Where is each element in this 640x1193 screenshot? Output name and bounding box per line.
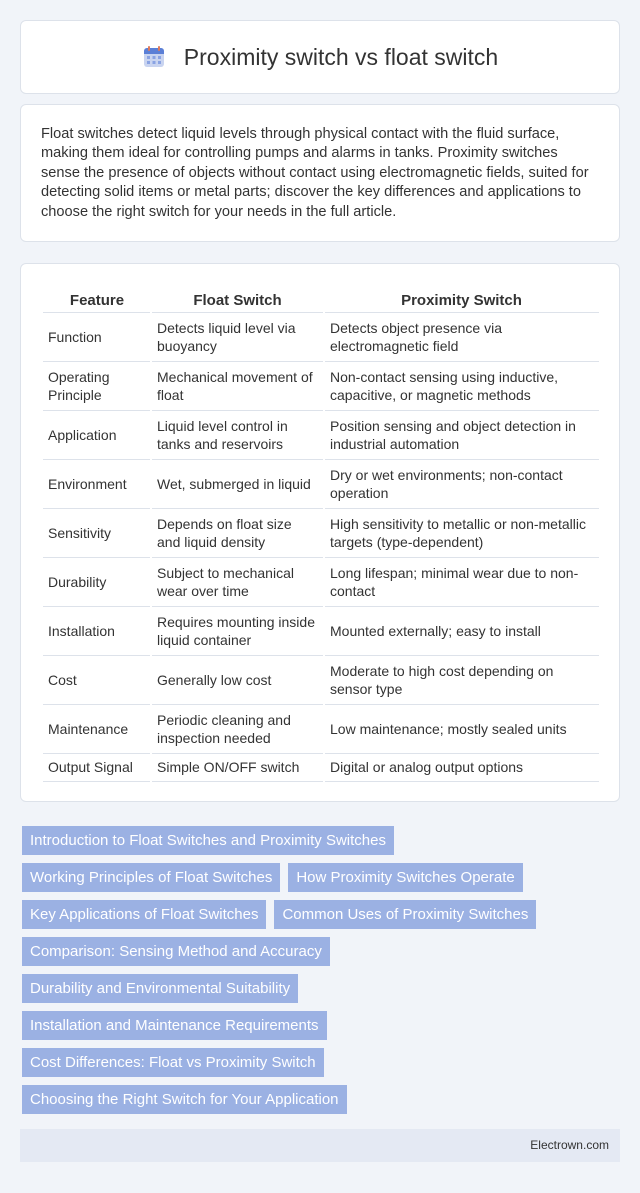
topic-link[interactable]: Choosing the Right Switch for Your Application <box>22 1085 347 1114</box>
cell-feature: Maintenance <box>43 704 151 753</box>
cell-proximity-switch: Digital or analog output options <box>324 753 599 781</box>
cell-proximity-switch: Dry or wet environments; non-contact operation <box>324 459 599 508</box>
cell-feature: Environment <box>43 459 151 508</box>
topic-row <box>22 900 602 929</box>
cell-feature: Application <box>43 410 151 459</box>
intro-section <box>20 104 620 242</box>
cell-proximity-switch: Position sensing and object detection in industrial automation <box>324 410 599 459</box>
cell-feature: Durability <box>43 557 151 606</box>
cell-float-switch: Detects liquid level via buoyancy <box>151 312 324 361</box>
cell-proximity-switch: Moderate to high cost depending on sensor type <box>324 655 599 704</box>
table-row <box>43 704 599 753</box>
cell-proximity-switch: Non-contact sensing using inductive, capacitive, or magnetic methods <box>324 361 599 410</box>
cell-float-switch: Liquid level control in tanks and reservoirs <box>151 410 324 459</box>
topic-link[interactable]: Durability and Environmental Suitability <box>22 974 298 1003</box>
topic-row <box>22 1011 602 1040</box>
cell-proximity-switch: Mounted externally; easy to install <box>324 606 599 655</box>
cell-float-switch: Mechanical movement of float <box>151 361 324 410</box>
topic-tags <box>22 826 602 1122</box>
table-row <box>43 410 599 459</box>
topic-link[interactable]: Working Principles of Float Switches <box>22 863 280 892</box>
cell-float-switch: Periodic cleaning and inspection needed <box>151 704 324 753</box>
column-header-proximity-switch: Proximity Switch <box>324 284 599 312</box>
table-row <box>43 753 599 781</box>
cell-proximity-switch: Detects object presence via electromagnetic field <box>324 312 599 361</box>
topic-link[interactable]: Common Uses of Proximity Switches <box>274 900 536 929</box>
cell-float-switch: Requires mounting inside liquid container <box>151 606 324 655</box>
page-title: Proximity switch vs float switch <box>183 43 499 70</box>
cell-float-switch: Wet, submerged in liquid <box>151 459 324 508</box>
topic-link[interactable]: Cost Differences: Float vs Proximity Switch <box>22 1048 324 1077</box>
topic-link[interactable]: Installation and Maintenance Requirements <box>22 1011 327 1040</box>
topic-link[interactable]: Key Applications of Float Switches <box>22 900 266 929</box>
cell-feature: Output Signal <box>43 753 151 781</box>
table-row <box>43 508 599 557</box>
topic-row <box>22 1048 602 1077</box>
topic-link[interactable]: Introduction to Float Switches and Proximity Switches <box>22 826 394 855</box>
column-header-feature: Feature <box>43 284 151 312</box>
topic-link[interactable]: Comparison: Sensing Method and Accuracy <box>22 937 330 966</box>
table-row <box>43 312 599 361</box>
comparison-table <box>43 284 599 782</box>
cell-feature: Function <box>43 312 151 361</box>
comparison-table-card <box>20 263 620 802</box>
topic-row <box>22 826 602 855</box>
cell-float-switch: Simple ON/OFF switch <box>151 753 324 781</box>
cell-float-switch: Subject to mechanical wear over time <box>151 557 324 606</box>
cell-feature: Operating Principle <box>43 361 151 410</box>
table-row <box>43 361 599 410</box>
cell-feature: Sensitivity <box>43 508 151 557</box>
cell-proximity-switch: Low maintenance; mostly sealed units <box>324 704 599 753</box>
footer <box>20 1129 620 1162</box>
cell-feature: Installation <box>43 606 151 655</box>
topic-row <box>22 937 602 966</box>
cell-proximity-switch: High sensitivity to metallic or non-metallic targets (type-dependent) <box>324 508 599 557</box>
cell-float-switch: Depends on float size and liquid density <box>151 508 324 557</box>
cell-float-switch: Generally low cost <box>151 655 324 704</box>
topic-link[interactable]: How Proximity Switches Operate <box>288 863 522 892</box>
column-header-float-switch: Float Switch <box>151 284 324 312</box>
table-row <box>43 459 599 508</box>
table-header-row <box>43 284 599 312</box>
topic-row <box>22 974 602 1003</box>
page-header <box>20 20 620 94</box>
table-row <box>43 557 599 606</box>
table-row <box>43 606 599 655</box>
calendar-icon <box>142 45 166 69</box>
table-row <box>43 655 599 704</box>
topic-row <box>22 1085 602 1114</box>
topic-row <box>22 863 602 892</box>
intro-text: Float switches detect liquid levels through physical contact with the fluid surface, making them ideal for controlling pumps and alarms in tanks. Proximity switches sense the presence of objects without contact using electromagnetic fields, suited for detecting solid items or metal parts; discover the key differences and applications to choose the right switch for your needs in the full article. <box>41 126 589 220</box>
footer-site-name: Electrown.com <box>530 1138 609 1152</box>
cell-proximity-switch: Long lifespan; minimal wear due to non-contact <box>324 557 599 606</box>
cell-feature: Cost <box>43 655 151 704</box>
